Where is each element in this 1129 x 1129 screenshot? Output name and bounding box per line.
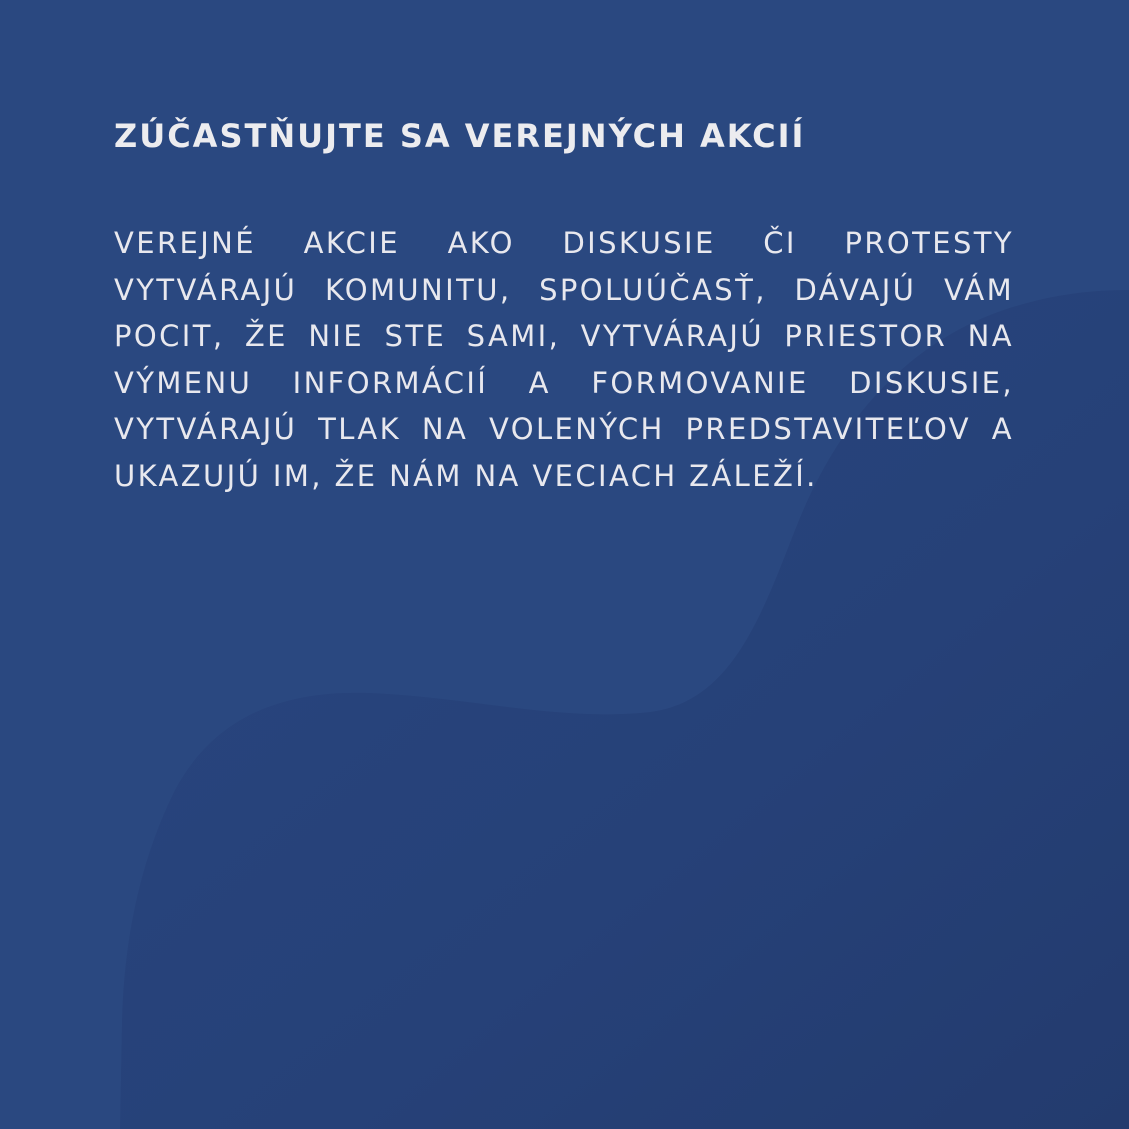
text-content bbox=[114, 112, 1014, 499]
body-paragraph: VEREJNÉ AKCIE AKO DISKUSIE ČI PROTESTY VYTVÁRAJÚ KOMUNITU, SPOLUÚČASŤ, DÁVAJÚ VÁM POCIT, ŽE NIE STE SAMI, VYTVÁRAJÚ PRIESTOR NA VÝMENU INFORMÁCIÍ A FORMOVANIE DISKUSIE, VYTVÁRAJÚ TLAK NA VOLENÝCH PREDSTAVITEĽOV A UKAZUJÚ IM, ŽE NÁM NA VECIACH ZÁLEŽÍ. bbox=[114, 226, 1014, 493]
page-title: ZÚČASTŇUJTE SA VEREJNÝCH AKCIÍ bbox=[114, 117, 806, 155]
